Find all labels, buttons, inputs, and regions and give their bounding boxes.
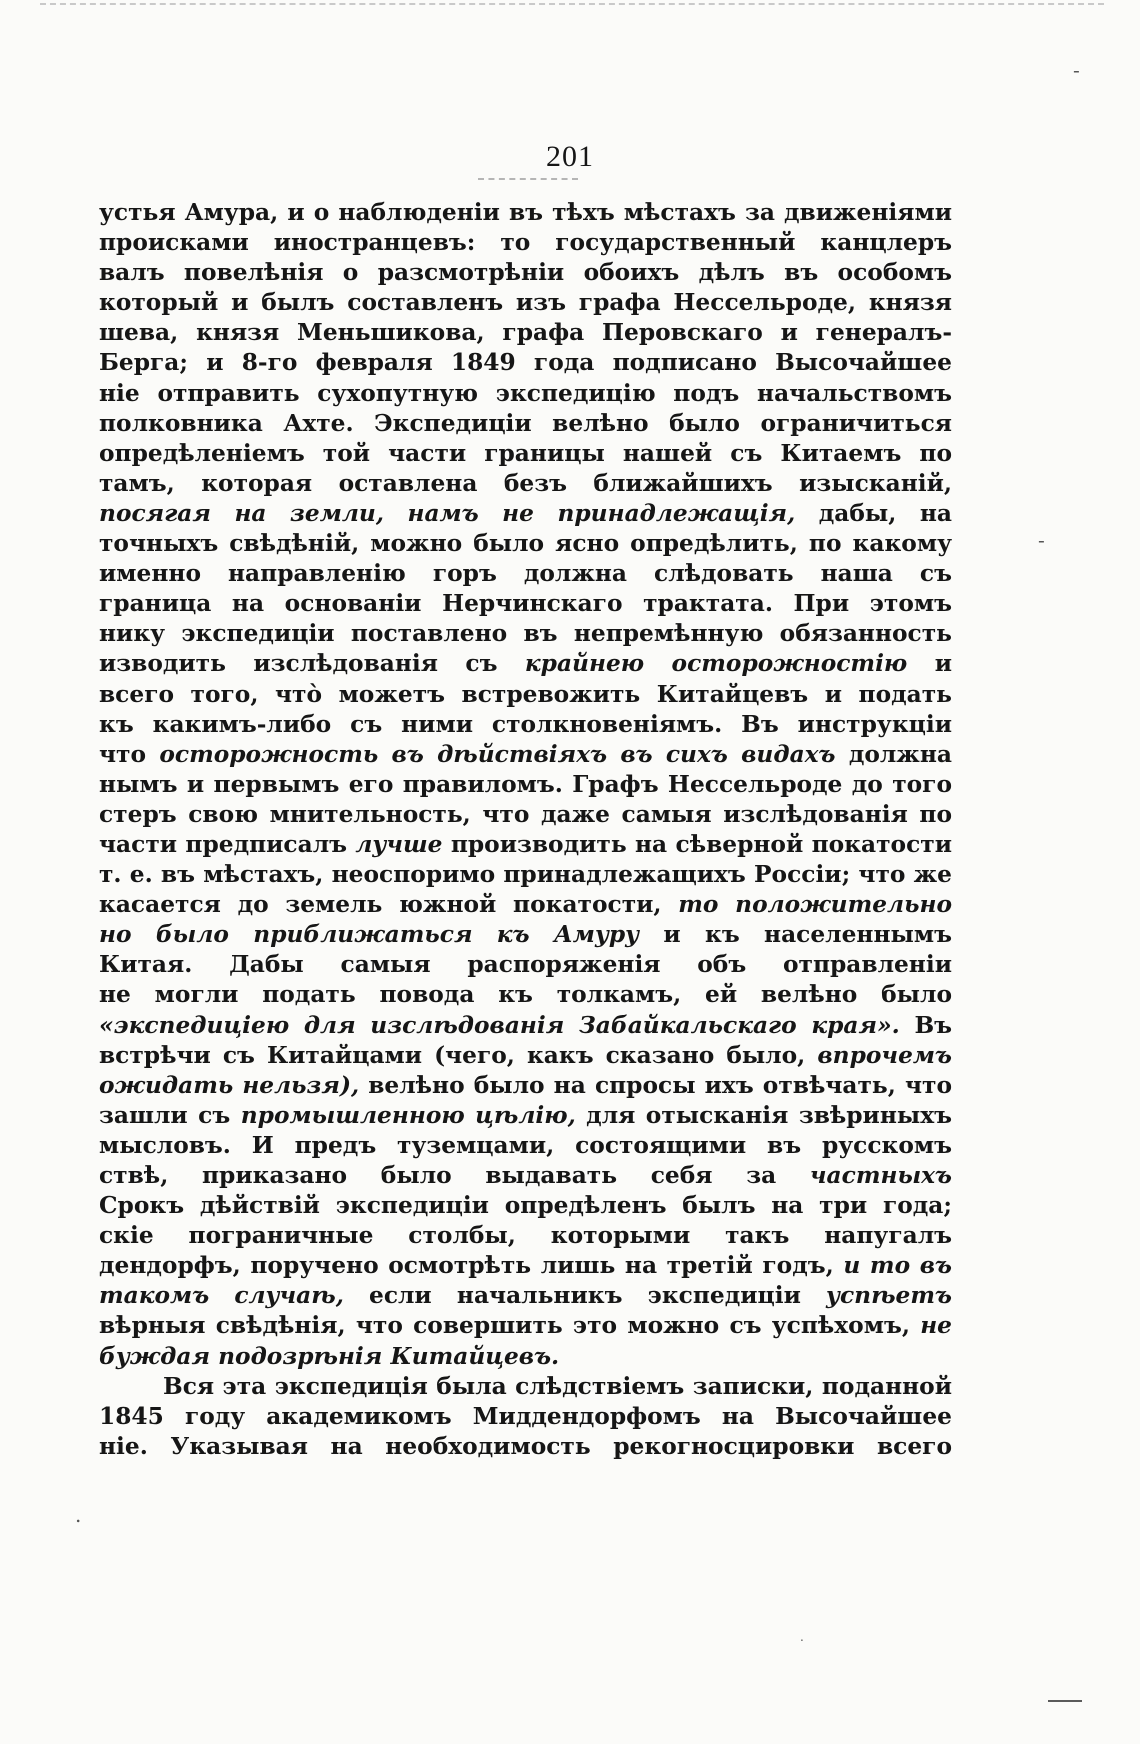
text-line: происками иностранцевъ: то государственный канцлеръ (99, 229, 952, 257)
text-line (99, 890, 952, 920)
text-run: встрѣчи съ Китайцами (чего, какъ сказано было, (99, 1041, 806, 1069)
text-line (99, 649, 952, 679)
text-line (99, 740, 952, 770)
text-line: мысловъ. И предъ туземцами, состоящими въ русскомъ (99, 1131, 952, 1159)
text-line: Берга; и 8-го февраля 1849 года подписано Высочайшее (99, 349, 952, 377)
text-line: т. е. въ мѣстахъ, неоспоримо принадлежащихъ Россіи; что же (99, 861, 952, 889)
body-text (99, 198, 952, 1462)
text-line: точныхъ свѣдѣній, можно было ясно опредѣлить, по какому (99, 530, 952, 558)
text-run: производить на сѣверной покатости (450, 830, 952, 858)
text-line (99, 1011, 952, 1041)
italic-run: и то въ (843, 1252, 952, 1280)
text-line: скіе пограничные столбы, которыми такъ напугалъ (99, 1222, 952, 1250)
text-line (99, 920, 952, 950)
text-line (99, 830, 952, 860)
text-line: шева, князя Меньшикова, графа Перовскаго и генералъ- (99, 319, 952, 347)
text-run: что (99, 740, 147, 768)
italic-run: осторожность въ дѣйствіяхъ въ сихъ видахъ (159, 740, 836, 768)
italic-run: но было приближаться къ Амуру (99, 921, 640, 949)
italic-run: крайнею осторожностію (524, 650, 908, 678)
paragraph-first-line: Вся эта экспедиція была слѣдствіемъ записки, поданной (163, 1372, 952, 1400)
text-line: опредѣленіемъ той части границы нашей съ Китаемъ по (99, 439, 952, 467)
text-run: велѣно было на спросы ихъ отвѣчать, что (368, 1071, 952, 1099)
text-line (99, 1251, 952, 1281)
text-line (99, 1071, 952, 1101)
italic-run: буждая подозрѣнія Китайцевъ. (99, 1342, 560, 1370)
text-run: и (934, 650, 952, 678)
text-run: зашли съ (99, 1101, 231, 1129)
text-run: должна (848, 740, 952, 768)
text-line (99, 1041, 952, 1071)
italic-run: успѣетъ (826, 1282, 952, 1310)
italic-run: такомъ случаѣ, (99, 1282, 344, 1310)
text-line: стеръ свою мнительность, что даже самыя изслѣдованія по (99, 800, 952, 828)
page-number-underline (478, 178, 578, 184)
italic-run: ожидать нельзя), (99, 1071, 360, 1099)
text-line: который и былъ составленъ изъ графа Нессельроде, князя (99, 289, 952, 317)
text-line: нику экспедиціи поставлено въ непремѣнную обязанность (99, 620, 952, 648)
text-line (99, 1281, 952, 1311)
text-run: Въ (914, 1011, 952, 1039)
text-line: не могли подать повода къ толкамъ, ей велѣно было (99, 981, 952, 1009)
scan-top-edge (40, 3, 1104, 7)
italic-run: «экспедиціею для изслѣдованія Забайкальскаго края». (99, 1011, 900, 1039)
text-line (99, 1101, 952, 1131)
italic-run: впрочемъ (817, 1041, 952, 1069)
italic-run: частныхъ (809, 1162, 952, 1189)
text-line: валъ повелѣнія о разсмотрѣніи обоихъ дѣлъ въ особомъ (99, 259, 952, 287)
text-line (99, 1161, 952, 1191)
scan-speck: . (75, 1503, 82, 1527)
text-run: дабы, на (818, 499, 952, 527)
text-line: всего того, что̀ можетъ встревожить Китайцевъ и подать (99, 680, 952, 708)
text-run: ствѣ, приказано было выдавать себя за (99, 1162, 777, 1189)
text-run: вѣрныя свѣдѣнія, что совершить это можно съ успѣхомъ, (99, 1312, 910, 1340)
scan-speck: - (1038, 528, 1045, 552)
italic-run: лучше (355, 830, 443, 858)
text-run: части предписалъ (99, 830, 347, 858)
text-line: Китая. Дабы самыя распоряженія объ отправленіи (99, 951, 952, 979)
italic-run: посягая на земли, намъ не принадлежащія, (99, 499, 796, 527)
text-line: устья Амура, и о наблюденіи въ тѣхъ мѣстахъ за движеніями (99, 199, 952, 226)
text-run: и къ населеннымъ (663, 921, 952, 949)
text-line: именно направленію горъ должна слѣдовать наша съ (99, 560, 952, 588)
text-line: ніе. Указывая на необходимость рекогносцировки всего (99, 1432, 952, 1460)
text-run: если начальникъ экспедиціи (369, 1282, 801, 1310)
text-line: 1845 году академикомъ Миддендорфомъ на Высочайшее (99, 1402, 952, 1430)
text-line (99, 469, 952, 499)
text-line (99, 499, 952, 529)
scan-bottom-mark (1048, 1700, 1082, 1702)
text-run: дендорфъ, поручено осмотрѣть лишь на третій годъ, (99, 1252, 834, 1280)
page-number: 201 (546, 140, 594, 173)
text-line: Срокъ дѣйствій экспедиціи опредѣленъ былъ на три года; (99, 1192, 952, 1220)
text-line: полковника Ахте. Экспедиціи велѣно было ограничиться (99, 409, 952, 437)
text-run: для отысканія звѣриныхъ (586, 1101, 952, 1129)
italic-run: то положительно (678, 891, 952, 919)
italic-run: промышленною цѣлію, (240, 1101, 576, 1129)
text-line (99, 1311, 952, 1341)
text-run: изводить изслѣдованія съ (99, 650, 498, 678)
text-line: нымъ и первымъ его правиломъ. Графъ Нессельроде до того (99, 770, 952, 798)
italic-run: не (920, 1312, 952, 1340)
scan-speck: - (1073, 58, 1080, 82)
text-line: къ какимъ-либо съ ними столкновеніямъ. Въ инструкціи (99, 710, 952, 738)
text-line (99, 1342, 952, 1372)
text-line: граница на основаніи Нерчинскаго трактата. При этомъ (99, 590, 952, 618)
scan-speck: . (800, 1630, 804, 1644)
text-line: ніе отправить сухопутную экспедицію подъ начальствомъ (99, 379, 952, 407)
text-run: тамъ, которая оставлена безъ ближайшихъ изысканій, (99, 469, 952, 497)
text-run: касается до земель южной покатости, (99, 891, 662, 919)
